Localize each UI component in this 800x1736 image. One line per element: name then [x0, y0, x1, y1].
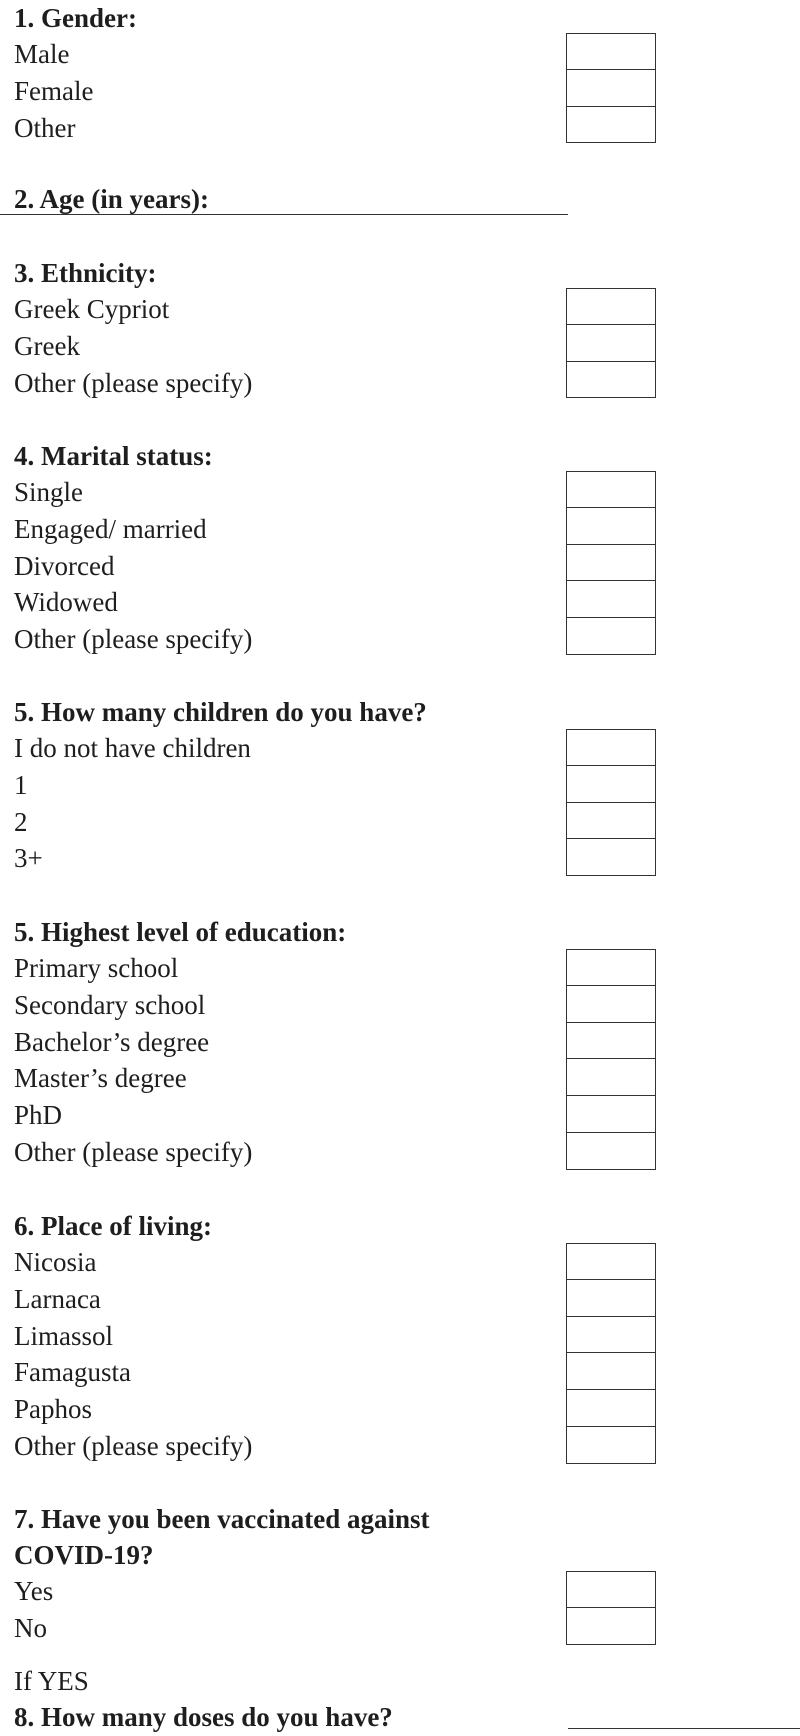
checkbox-nicosia[interactable] — [566, 1243, 656, 1280]
option-label: Male — [14, 39, 70, 69]
question-education — [14, 914, 574, 1171]
option-label: Female — [14, 75, 94, 106]
question-title: 6. Place of living: — [14, 1211, 212, 1241]
checkbox-famagusta[interactable] — [566, 1353, 656, 1390]
checkbox-greek-cypriot[interactable] — [566, 288, 656, 325]
option-label: 3+ — [14, 843, 43, 874]
option-label: Greek — [14, 330, 80, 361]
option-label: 2 — [14, 806, 28, 837]
question-title: 1. Gender: — [14, 3, 137, 33]
option-label: Other (please specify) — [14, 1136, 253, 1167]
option-label: Single — [14, 477, 84, 507]
question-age — [14, 181, 574, 217]
checkbox-children-2[interactable] — [566, 803, 656, 840]
checkbox-male[interactable] — [566, 33, 656, 70]
checkbox-primary-school[interactable] — [566, 949, 656, 986]
question-gender — [14, 0, 574, 146]
checkbox-group-marital-status — [566, 471, 656, 655]
question-title-line2: COVID-19? — [14, 1540, 154, 1570]
question-children — [14, 694, 574, 877]
checkbox-group-ethnicity — [566, 288, 656, 398]
question-title: 4. Marital status: — [14, 441, 213, 471]
checkbox-group-gender — [566, 33, 656, 143]
checkbox-greek[interactable] — [566, 325, 656, 362]
checkbox-bachelors[interactable] — [566, 1023, 656, 1060]
checkbox-group-place-of-living — [566, 1243, 656, 1464]
checkbox-no[interactable] — [566, 1608, 656, 1645]
checkbox-secondary-school[interactable] — [566, 986, 656, 1023]
checkbox-paphos[interactable] — [566, 1390, 656, 1427]
checkbox-single[interactable] — [566, 471, 656, 508]
option-label: No — [14, 1612, 47, 1643]
checkbox-engaged-married[interactable] — [566, 508, 656, 545]
option-label: Famagusta — [14, 1357, 131, 1388]
checkbox-group-education — [566, 949, 656, 1170]
question-doses-title: 8. How many doses do you have? — [14, 1702, 393, 1732]
option-label: Master’s degree — [14, 1063, 187, 1094]
option-label: Bachelor’s degree — [14, 1026, 210, 1057]
option-label: 1 — [14, 769, 28, 800]
question-title: 5. How many children do you have? — [14, 697, 427, 727]
checkbox-group-children — [566, 729, 656, 876]
option-label: Engaged/ married — [14, 513, 207, 544]
checkbox-marital-other[interactable] — [566, 618, 656, 655]
checkbox-no-children[interactable] — [566, 729, 656, 766]
question-ethnicity — [14, 255, 574, 401]
option-label: Primary school — [14, 953, 179, 983]
doses-answer-line[interactable] — [568, 1728, 800, 1729]
checkbox-other[interactable] — [566, 107, 656, 144]
option-label: PhD — [14, 1100, 63, 1131]
checkbox-female[interactable] — [566, 70, 656, 107]
question-marital-status — [14, 438, 574, 658]
option-label: Paphos — [14, 1394, 93, 1425]
question-title-line1: 7. Have you been vaccinated against — [14, 1504, 430, 1534]
if-yes-label: If YES — [14, 1666, 89, 1696]
question-place-of-living — [14, 1208, 574, 1465]
question-title: 2. Age (in years): — [14, 184, 209, 214]
checkbox-children-1[interactable] — [566, 766, 656, 803]
option-label: Widowed — [14, 587, 118, 618]
option-label: Nicosia — [14, 1247, 97, 1277]
option-label: Other (please specify) — [14, 1430, 253, 1461]
option-label: I do not have children — [14, 733, 251, 763]
option-label: Other — [14, 112, 76, 143]
option-label: Secondary school — [14, 989, 206, 1020]
checkbox-yes[interactable] — [566, 1571, 656, 1608]
checkbox-widowed[interactable] — [566, 581, 656, 618]
checkbox-children-3plus[interactable] — [566, 839, 656, 876]
question-vaccinated — [14, 1501, 574, 1647]
option-label: Limassol — [14, 1320, 113, 1351]
option-label: Larnaca — [14, 1283, 101, 1314]
option-label: Other (please specify) — [14, 624, 253, 655]
option-label: Greek Cypriot — [14, 294, 170, 324]
option-label: Yes — [14, 1576, 54, 1606]
checkbox-education-other[interactable] — [566, 1133, 656, 1170]
checkbox-group-vaccinated — [566, 1571, 656, 1645]
checkbox-masters[interactable] — [566, 1059, 656, 1096]
option-label: Divorced — [14, 550, 115, 581]
question-title: 5. Highest level of education: — [14, 917, 347, 947]
checkbox-larnaca[interactable] — [566, 1280, 656, 1317]
checkbox-ethnicity-other[interactable] — [566, 362, 656, 399]
checkbox-limassol[interactable] — [566, 1317, 656, 1354]
checkbox-divorced[interactable] — [566, 545, 656, 582]
checkbox-place-other[interactable] — [566, 1427, 656, 1464]
checkbox-phd[interactable] — [566, 1096, 656, 1133]
age-answer-line[interactable] — [0, 214, 568, 215]
option-label: Other (please specify) — [14, 367, 253, 398]
question-title: 3. Ethnicity: — [14, 258, 157, 288]
